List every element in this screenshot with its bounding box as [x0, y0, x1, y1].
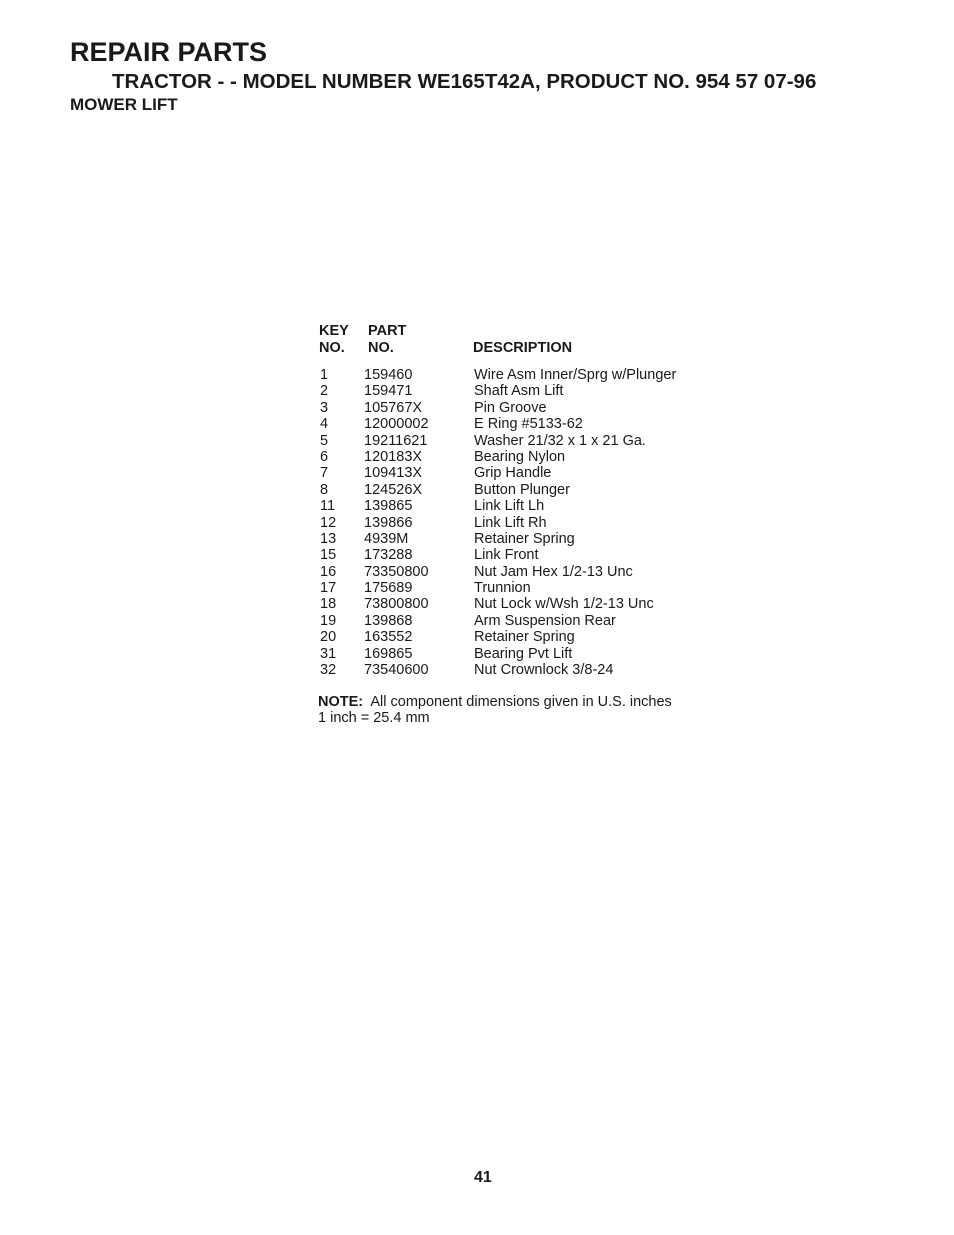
key-no: 13 — [320, 530, 337, 547]
part-description: E Ring #5133-62 — [474, 416, 583, 433]
key-no: 19 — [320, 612, 337, 629]
list-item — [318, 400, 738, 416]
part-no: 139866 — [364, 514, 413, 531]
part-description: Retainer Spring — [474, 530, 575, 547]
list-item — [318, 531, 738, 547]
section-heading: MOWER LIFT — [70, 95, 178, 114]
key-no: 32 — [320, 662, 337, 679]
part-description: Nut Lock w/Wsh 1/2-13 Unc — [474, 596, 654, 613]
list-item — [318, 580, 738, 596]
list-item — [318, 646, 738, 662]
note-line — [318, 694, 672, 710]
description-header: DESCRIPTION — [473, 340, 573, 356]
key-no: 31 — [320, 645, 337, 662]
part-description: Grip Handle — [474, 465, 552, 482]
list-item — [318, 449, 738, 465]
key-no: 12 — [320, 514, 337, 531]
list-item — [318, 515, 738, 531]
key-no: 7 — [320, 465, 329, 482]
part-no: 4939M — [364, 530, 409, 547]
part-description: Wire Asm Inner/Sprg w/Plunger — [474, 367, 677, 383]
part-header-line2: NO. — [368, 340, 394, 356]
key-no: 1 — [320, 367, 329, 383]
part-description: Bearing Nylon — [474, 448, 566, 465]
list-item — [318, 383, 738, 399]
part-no: 159460 — [364, 367, 413, 383]
list-item — [318, 596, 738, 612]
parts-table-header — [318, 323, 738, 359]
note-text: All component dimensions given in U.S. inches — [370, 694, 672, 710]
key-no: 3 — [320, 399, 329, 416]
part-description: Nut Crownlock 3/8-24 — [474, 662, 614, 679]
list-item — [318, 613, 738, 629]
part-description: Arm Suspension Rear — [474, 612, 616, 629]
list-item — [318, 662, 738, 678]
key-no: 15 — [320, 547, 337, 564]
key-no: 2 — [320, 383, 329, 400]
part-no: 19211621 — [364, 432, 428, 449]
key-header-line1: KEY — [319, 323, 349, 339]
key-header-line2: NO. — [319, 340, 345, 356]
part-description: Link Front — [474, 547, 539, 564]
part-description: Link Lift Lh — [474, 498, 545, 515]
page-title: REPAIR PARTS — [70, 37, 268, 67]
part-no: 73540600 — [364, 662, 429, 679]
part-no: 120183X — [364, 448, 423, 465]
part-description: Pin Groove — [474, 399, 547, 416]
note-conversion: 1 inch = 25.4 mm — [318, 710, 430, 726]
list-item — [318, 433, 738, 449]
key-no: 20 — [320, 629, 337, 646]
list-item — [318, 498, 738, 514]
part-header-line1: PART — [368, 323, 407, 339]
list-item — [318, 416, 738, 432]
part-no: 105767X — [364, 399, 423, 416]
part-no: 73800800 — [364, 596, 429, 613]
page-number: 41 — [474, 1169, 492, 1186]
part-description: Button Plunger — [474, 481, 570, 498]
list-item — [318, 465, 738, 481]
note-label: NOTE: — [318, 694, 364, 710]
part-no: 159471 — [364, 383, 413, 400]
part-description: Washer 21/32 x 1 x 21 Ga. — [474, 432, 646, 449]
part-description: Bearing Pvt Lift — [474, 645, 573, 662]
note-block — [318, 694, 672, 726]
key-no: 8 — [320, 481, 329, 498]
part-no: 175689 — [364, 580, 413, 597]
part-description: Nut Jam Hex 1/2-13 Unc — [474, 563, 633, 580]
parts-list — [318, 367, 738, 678]
part-no: 73350800 — [364, 563, 429, 580]
list-item — [318, 564, 738, 580]
part-no: 173288 — [364, 547, 413, 564]
key-no: 6 — [320, 448, 329, 465]
part-description: Trunnion — [474, 580, 531, 597]
part-no: 124526X — [364, 481, 423, 498]
key-no: 5 — [320, 432, 329, 449]
key-no: 18 — [320, 596, 337, 613]
list-item — [318, 482, 738, 498]
part-no: 12000002 — [364, 416, 429, 433]
part-no: 163552 — [364, 629, 413, 646]
part-no: 109413X — [364, 465, 423, 482]
part-description: Link Lift Rh — [474, 514, 547, 531]
part-description: Retainer Spring — [474, 629, 575, 646]
key-no: 11 — [320, 498, 336, 515]
part-no: 139868 — [364, 612, 413, 629]
key-no: 17 — [320, 580, 337, 597]
part-description: Shaft Asm Lift — [474, 383, 564, 400]
key-no: 4 — [320, 416, 329, 433]
list-item — [318, 629, 738, 645]
key-no: 16 — [320, 563, 337, 580]
part-no: 169865 — [364, 645, 413, 662]
list-item — [318, 547, 738, 563]
part-no: 139865 — [364, 498, 413, 515]
list-item — [318, 367, 738, 383]
model-subtitle: TRACTOR - - MODEL NUMBER WE165T42A, PRODUCT NO. 954 57 07-96 — [112, 70, 817, 93]
